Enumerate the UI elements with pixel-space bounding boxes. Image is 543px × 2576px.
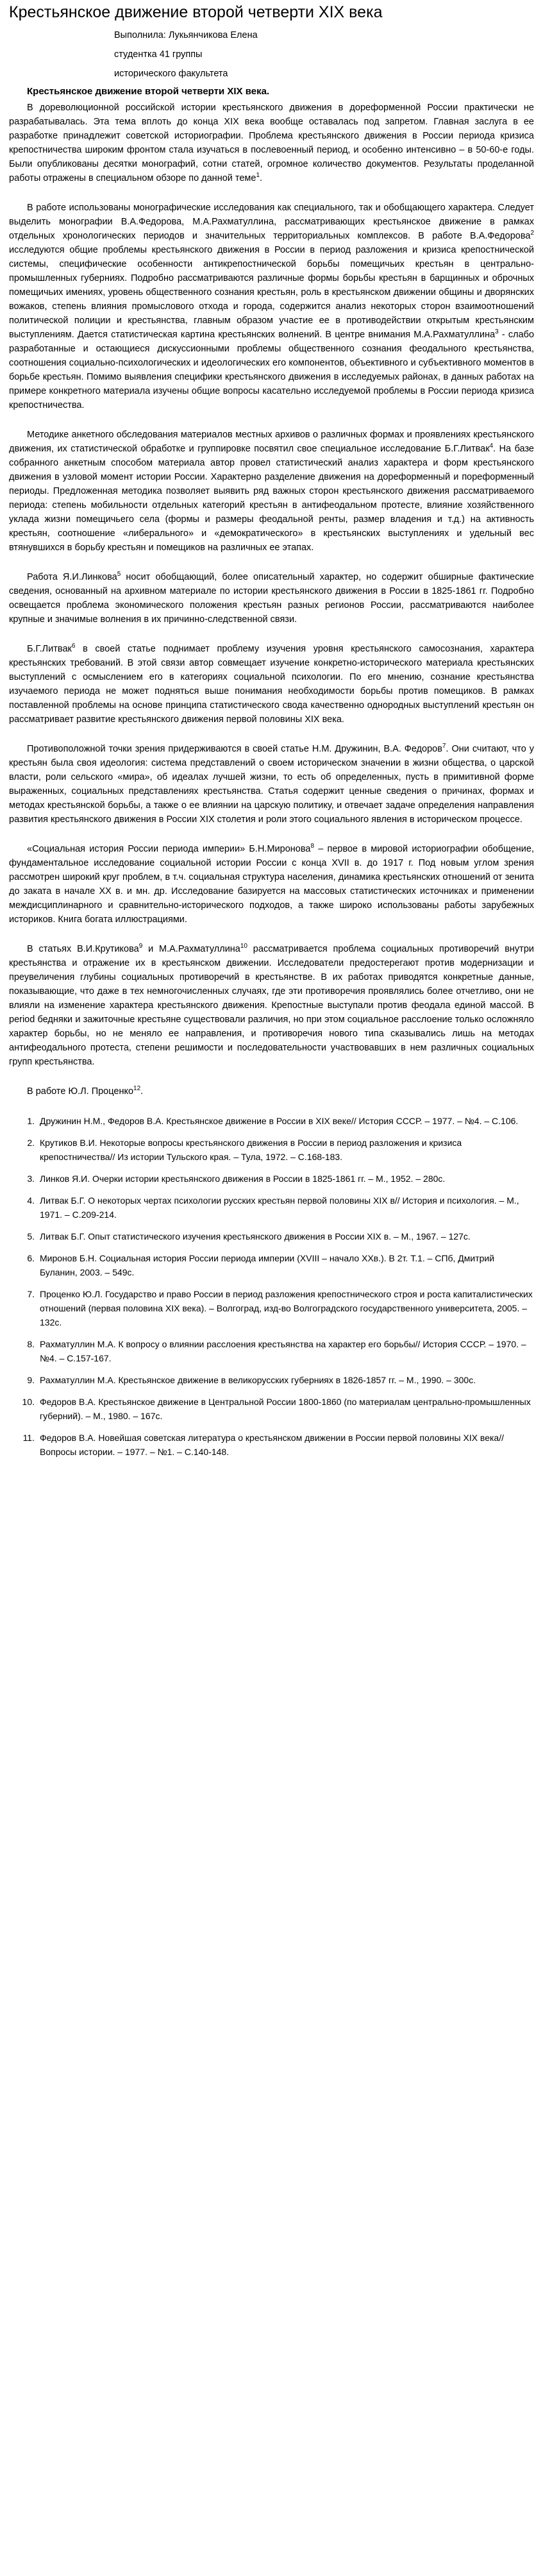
paragraph-2: В работе использованы монографические исследования как специального, так и обобщающего характера. Следует выделить монографии В.А.Федорова, М.А.Рахматуллина, рассматривающих крестьянское движение в рамках отдельных хронологических периодов и значительных территориальных комплексов. В работе В.А.Федорова$^2$ исследуются общие проблемы крестьянского движения в России в период разложения и кризиса крепостнической системы, специфические особенности антикрепостнической борьбы помещичьих крестьян в центрально-промышленных губерниях. Подробно рассматриваются различные формы борьбы крестьян в барщинных и оброчных помещичьих имениях, уровень общественного сознания крестьян, роль в крестьянском движении общины и дворянских вожаков, степень влияния промыслового отхода и города, содержится анализ некоторых сторон взаимоотношений политической полиции и крестьянства, главным образом участие ее в противодействии открытым крестьянским выступлениям. Дается статистическая картина крестьянских волнений. В центре внимания М.А.Рахматуллина$^3$ - слабо разработанные и остающиеся дискуссионными проблемы общественного сознания феодального крестьянства, соотношения социально-психологических и идеологических его компонентов, объективного и субъективного моментов в борьбе крестьян. Помимо выявления специфики крестьянского движения в исследуемых районах, в данных работах на примере конкретного материала изучены общие вопросы касательно исследуемой проблемы в России периода кризиса крепостничества.: [9, 203, 535, 410]
footnote-ref[interactable]: 12: [133, 1085, 141, 1093]
paragraph-5: Б.Г.Литвак$^6$ в своей статье поднимает проблему изучения уровня крестьянского самосознания, характера крестьянских требований. В этой связи автор совмещает изучение конкретно-исторического материала крестьянских выступлений с осмыслением его в категориях социальной психологии. По его мнению, сознание крестьянства изучаемого периода не может подняться выше понимания необходимости борьбы против помещиков. В рамках поставленной проблемы на основе принципа статистического свода качественно однородных выступлений крестьян он рассматривает развитие крестьянского движения первой половины XIX века.: [9, 643, 534, 725]
footnote-number: 9.: [27, 1375, 35, 1385]
footnote-ref[interactable]: 3: [495, 328, 499, 336]
footnote-item: [9, 1172, 534, 1186]
footnote-number: 1.: [27, 1116, 35, 1126]
footnote-text: Федоров В.А. Новейшая советская литература о крестьянском движении в России первой половины XIX века// Вопросы истории. – 1977. – №1. – С.140-148.: [40, 1433, 504, 1457]
footnote-text: Крутиков В.И. Некоторые вопросы крестьянского движения в России в период разложения и кризиса крепостничества// Из истории Тульского края. – Тула, 1972. – С.168-183.: [40, 1138, 462, 1162]
footnote-number: 10.: [22, 1397, 35, 1407]
footnote-ref[interactable]: 6: [71, 643, 76, 650]
section-subtitle: Крестьянское движение второй четверти XIX века.: [27, 86, 270, 97]
footnote-item: [9, 1114, 534, 1128]
footnote-text: Миронов Б.Н. Социальная история России периода империи (XVIII – начало XXв.). В 2т. Т.1. – СПб, Дмитрий Буланин, 2003. – 549с.: [40, 1253, 495, 1277]
footnote-number: 11.: [22, 1433, 35, 1443]
footnote-text: Линков Я.И. Очерки истории крестьянского движения в России в 1825-1861 гг. – М., 1952. – 280с.: [40, 1174, 446, 1184]
footnote-item: [9, 1193, 534, 1222]
footnote-ref[interactable]: 2: [530, 230, 534, 237]
footnote-text: Литвак Б.Г. Опыт статистического изучения крестьянского движения в России XIX в. – М., 1967. – 127с.: [40, 1231, 471, 1242]
footnote-item: [9, 1337, 534, 1365]
paragraph-8: В статьях В.И.Крутикова$^9$ и М.А.Рахматуллина$^{10}$ рассматривается проблема социальных противоречий внутри крестьянства и отражение их в крестьянском движении. Исследователи предостерегают против модернизации и преувеличения глубины социальных противоречий в крестьянстве. В их работах приводятся конкретные данные, показывающие, что даже в тех немногочисленных случаях, где эти противоречия проявлялись более отчетливо, они не влияли на изменение характера крестьянского движения. Крепостные выступали против феодала единой массой. В period бедняки и зажиточные крестьяне существовали различия, но при этом социальное расслоение только осложняло характер борьбы, но не меняло ее направления, и противоречия нового типа сказывались лишь на методах антифеодального протеста, степени решимости и последовательности участвовавших в нем различных социальных групп крестьянства.: [9, 943, 534, 1067]
author-line: Выполнила: Лукьянчикова Елена: [114, 30, 258, 40]
footnote-item: [9, 1229, 534, 1243]
footnote-item: [9, 1431, 534, 1459]
footnote-number: 4.: [27, 1195, 35, 1206]
paragraph-4: Работа Я.И.Линкова$^5$ носит обобщающий, более описательный характер, но содержит обширные фактические сведения, основанный на архивном материале по истории крестьянского движения в России в 1825-1861 гг. Подробно освещается проблема экономического положения крестьян разных регионов России, рассматриваются наиболее крупные и значимые волнения в их причинно-следственной связи.: [9, 571, 534, 625]
group-line: студентка 41 группы: [114, 49, 203, 60]
footnote-item: [9, 1373, 534, 1387]
footnote-ref[interactable]: 9: [138, 943, 143, 950]
paragraph-7: «Социальная история России периода империи» Б.Н.Миронова$^8$ – первое в мировой историографии обобщение, фундаментальное исследование социальной истории России с конца XVII в. до 1917 г. Под новым углом зрения рассмотрен широкий круг проблем, в т.ч. социальная структура населения, динамика крестьянских отношений от зенита до заката в начале XX в. и мн. др. Исследование базируется на массовых статистических источниках и применении междисциплинарного и сравнительно-исторического подходов, а также широко использованы работы зарубежных историков. Книга богата иллюстрациями.: [9, 843, 534, 925]
footnotes-list: [9, 1114, 534, 1459]
footnote-ref[interactable]: 7: [442, 743, 446, 750]
footnote-text: Проценко Ю.Л. Государство и право России в период разложения крепостнического строя и роста капиталистических отношений (первая половина XIX века). – Волгоград, изд-во Волгоградского государственного университета, 2005. – 132с.: [40, 1289, 533, 1327]
footnote-text: Литвак Б.Г. О некоторых чертах психологии русских крестьян первой половины XIX в// История и психология. – М., 1971. – С.209-214.: [40, 1195, 519, 1220]
paragraph-9: В работе Ю.Л. Проценко$^{12}$.: [27, 1085, 144, 1097]
footnote-ref[interactable]: 8: [310, 843, 314, 850]
paragraph-3: Методике анкетного обследования материалов местных архивов о различных формах и проявлениях крестьянского движения, их статистической обработке и группировке посвятил свое специальное исследование Б.Г.Литвак$^4$. На базе собранного анкетным способом материала автор провел статистический анализ характера и форм крестьянского движения в узловой момент истории России. Характерно разделение движения на дореформенный и пореформенный периоды. Предложенная методика позволяет выявить ряд важных сторон крестьянского движения рассматриваемого периода: степень мобильности отдельных категорий крестьян в антифеодальном протесте, влияние хозяйственного уклада жизни помещичьего села (формы и размеры феодальной ренты, размер владения и т.д.) на активность крестьян, соотношение «либерального» и «демократического» в крестьянских выступлениях и удельный вес втянувшихся в борьбу крестьян и помещиков на различных ее этапах.: [9, 430, 534, 553]
footnote-item: [9, 1251, 534, 1279]
faculty-line: исторического факультета: [114, 69, 228, 79]
footnote-item: [9, 1136, 534, 1164]
footnote-number: 8.: [27, 1339, 35, 1349]
paragraph-6: Противоположной точки зрения придерживаются в своей статье Н.М. Дружинин, В.А. Федоров$^7$. Они считают, что у крестьян была своя идеология: система представлений о своем историческом значении в жизни общества, о царской власти, роли сельского «мира», об идеалах лучшей жизни, то есть об определенных, пусть в примитивной форме выраженных, социальных представлениях крестьянства. Статья содержит ценные сведения о причинах, формах и методах крестьянской борьбы, а также о ее влиянии на царскую политику, и отвечает задаче определения направления развития крестьянского движения в России XIX столетия и роли этого социального явления в историческом процессе.: [9, 743, 535, 825]
footnote-number: 7.: [27, 1289, 35, 1299]
footnote-ref[interactable]: 1: [256, 172, 260, 180]
footnote-item: [9, 1287, 534, 1329]
footnote-number: 3.: [27, 1174, 35, 1184]
footnote-ref[interactable]: 4: [489, 442, 494, 450]
footnote-text: Рахматуллин М.А. К вопросу о влиянии расслоения крестьянства на характер его борьбы// История СССР. – 1970. – №4. – С.157-167.: [40, 1339, 526, 1363]
footnote-text: Рахматуллин М.А. Крестьянское движение в великорусских губерниях в 1826-1857 гг. – М., 1990. – 300с.: [40, 1375, 476, 1385]
document-title: Крестьянское движение второй четверти XIX века: [9, 3, 383, 21]
footnote-text: Федоров В.А. Крестьянское движение в Центральной России 1800-1860 (по материалам центрально-промышленных губерний). – М., 1980. – 167с.: [40, 1397, 531, 1421]
author-block: [114, 26, 534, 83]
footnote-number: 2.: [27, 1138, 35, 1148]
footnote-ref[interactable]: 10: [240, 943, 247, 950]
footnote-text: Дружинин Н.М., Федоров В.А. Крестьянское движение в России в XIX веке// История СССР. – 1977. – №4. – С.106.: [40, 1116, 519, 1126]
footnote-ref[interactable]: 5: [117, 571, 121, 578]
footnote-item: [9, 1395, 534, 1423]
footnote-number: 6.: [27, 1253, 35, 1263]
footnote-number: 5.: [27, 1231, 35, 1242]
paragraph-1: В дореволюционной российской истории крестьянского движения в дореформенной России практически не разрабатывалась. Эта тема вплоть до конца XIX века вообще оставалась под запретом. Главная заслуга в ее разработке принадлежит советской историографии. Проблема крестьянского движения в России периода кризиса крепостничества широким фронтом стала изучаться в послевоенный период, и особенно интенсивно – в 50-60-е годы. Были опубликованы десятки монографий, сотни статей, огромное количество документов. Результаты проделанной работы отражены в специальном обзоре по данной теме$^1$.: [9, 103, 534, 183]
